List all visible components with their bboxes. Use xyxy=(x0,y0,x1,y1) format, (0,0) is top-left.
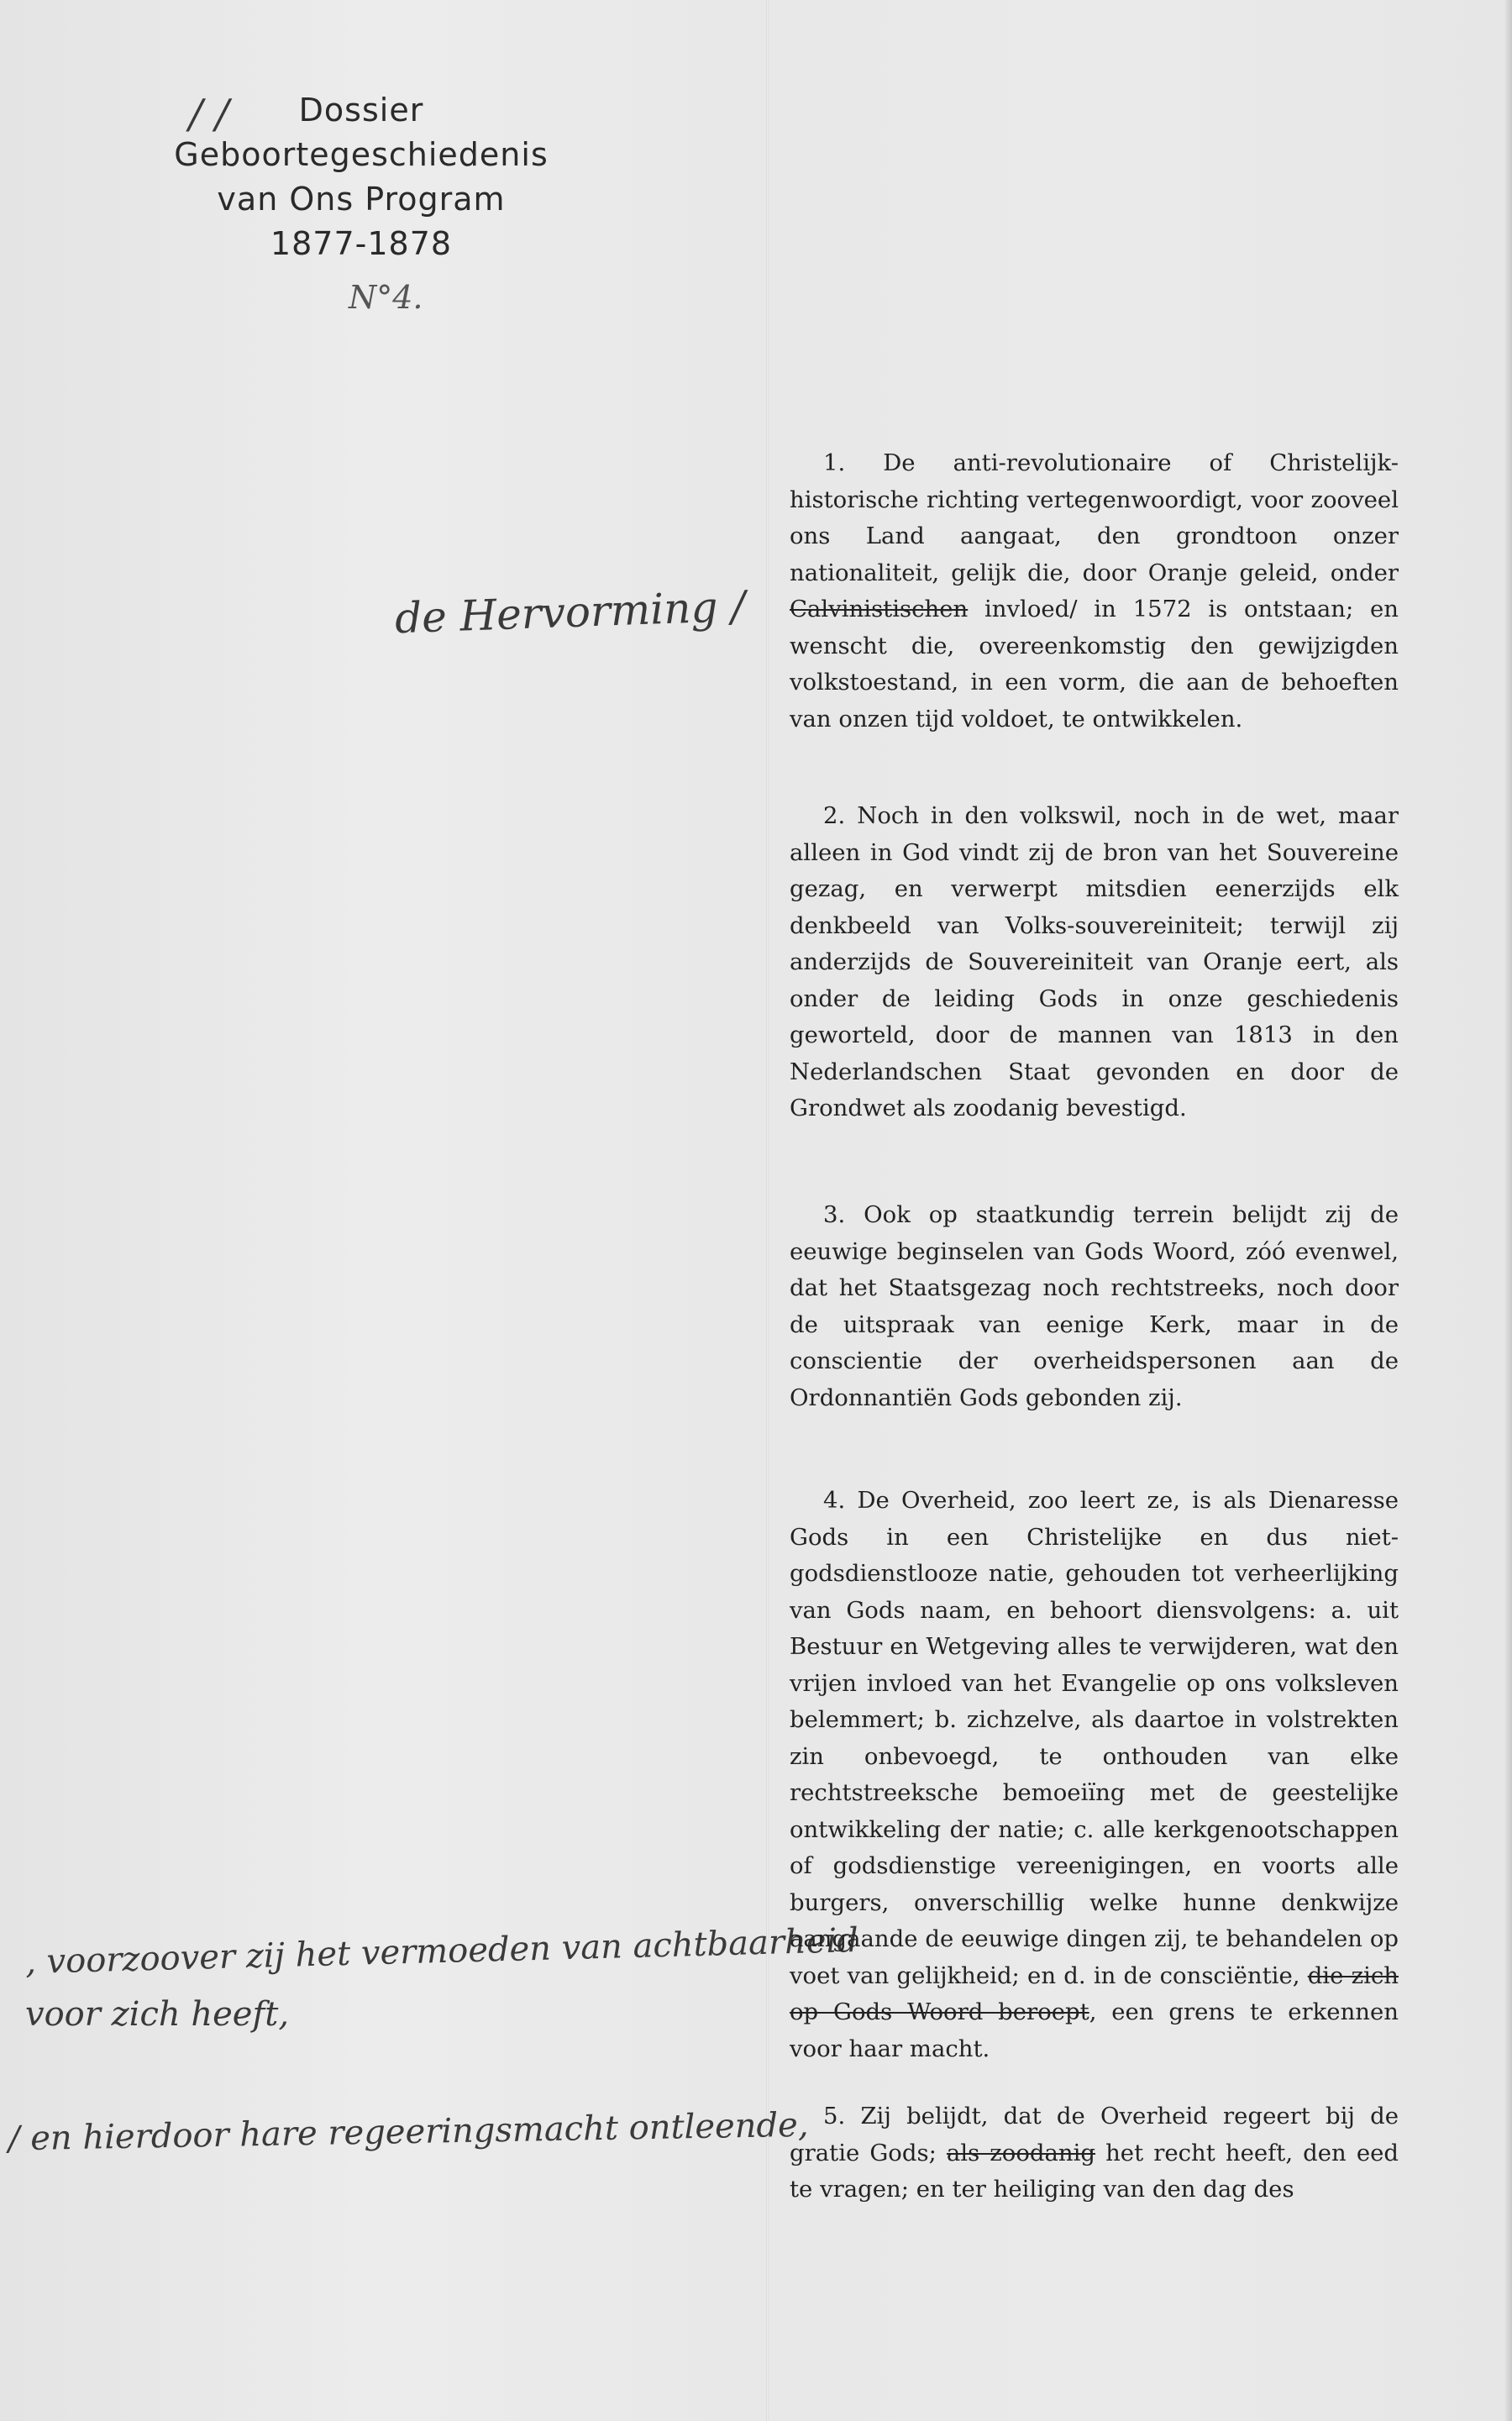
article-4 xyxy=(790,1483,1399,2067)
handwritten-slashes: / / xyxy=(189,91,229,138)
article-number: 1. xyxy=(823,449,846,476)
article-number: 5. xyxy=(823,2103,846,2130)
article-5 xyxy=(790,2098,1399,2208)
stamp-line: Dossier xyxy=(298,92,424,129)
article-number: 2. xyxy=(823,802,846,829)
margin-note-reformation: de Hervorming / xyxy=(394,581,747,643)
article-text: De Overheid, zoo leert ze, is als Dienaresse Gods in een Christelijke en dus niet-godsdienstlooze natie, gehouden tot verheerlijking van Gods naam, en behoort diensvolgens: a. uit Bestuur en Wetgeving alles te verwijderen, wat den vrijen invloed van het Evangelie op ons volksleven belemmert; b. zichzelve, als daartoe in volstrekten zin onbevoegd, te onthouden van elke rechtstreeksche bemoeiïng met de geestelijke ontwikkeling der natie; c. alle kerkgenootschappen of godsdienstige vereenigingen, en voorts alle burgers, onverschillig welke hunne denkwijze aangaande de eeuwige dingen zij, te behandelen op voet van gelijkheid; en d. in de consciëntie, xyxy=(790,1487,1399,1989)
page-fold xyxy=(766,0,769,2421)
stamp-line: Geboortegeschiedenis xyxy=(174,136,549,173)
article-text: Ook op staatkundig terrein belijdt zij de eeuwige beginselen van Gods Woord, zóó evenwel, dat het Staatsgezag noch rechtstreeks, noch door de uitspraak van eenige Kerk, maar in de conscientie der overheidspersonen aan de Ordonnantiën Gods gebonden zij. xyxy=(790,1201,1399,1411)
article-text: het recht heeft, den eed te vragen; en ter heiliging van den dag des xyxy=(790,2139,1399,2203)
margin-note-lower-line1: , voorzoover zij het vermoeden van achtbaarheid xyxy=(24,1921,859,1982)
article-text: Noch in den volkswil, noch in de wet, maar alleen in God vindt zij de bron van het Souvereine gezag, en verwerpt mitsdien eenerzijds elk denkbeeld van Volks-souvereiniteit; terwijl zij anderzijds de Souvereiniteit van Oranje eert, als onder de leiding Gods in onze geschiedenis geworteld, door de mannen van 1813 in den Nederlandschen Staat gevonden en door de Grondwet als zoodanig bevestigd. xyxy=(790,802,1399,1121)
article-1 xyxy=(790,445,1399,738)
margin-note-lower-line3: / en hierdoor hare regeeringsmacht ontleende, xyxy=(8,2105,809,2159)
margin-note-lower-line2: voor zich heeft, xyxy=(25,1995,290,2034)
article-text: De anti-revolutionaire of Christelijk-historische richting vertegenwoordigt, voor zooveel ons Land aangaat, den grondtoon onzer nationaliteit, gelijk die, door Oranje geleid, onder xyxy=(790,449,1399,586)
article-number: 4. xyxy=(823,1487,846,1514)
article-number: 3. xyxy=(823,1201,846,1228)
article-text: invloed/ in 1572 is ontstaan; en wenscht die, overeenkomstig den gewijzigden volkstoestand, in een vorm, die aan de behoeften van onzen tijd voldoet, te ontwikkelen. xyxy=(790,596,1399,733)
struck-text: die zich op Gods Woord beroept xyxy=(790,1961,1399,2025)
handwritten-number: N°4. xyxy=(349,279,423,316)
article-2 xyxy=(790,798,1399,1127)
struck-text: Calvinistischen xyxy=(790,596,969,622)
struck-text: als zoodanig xyxy=(946,2139,1096,2166)
article-3 xyxy=(790,1197,1399,1416)
article-text: Zij belijdt, dat de Overheid regeert bij de gratie Gods; xyxy=(790,2103,1399,2166)
page-edge xyxy=(1505,0,1512,2421)
stamp-line: van Ons Program xyxy=(217,181,506,218)
stamp-line: 1877-1878 xyxy=(270,225,453,262)
article-text: , een grens te erkennen voor haar macht. xyxy=(790,1998,1399,2062)
